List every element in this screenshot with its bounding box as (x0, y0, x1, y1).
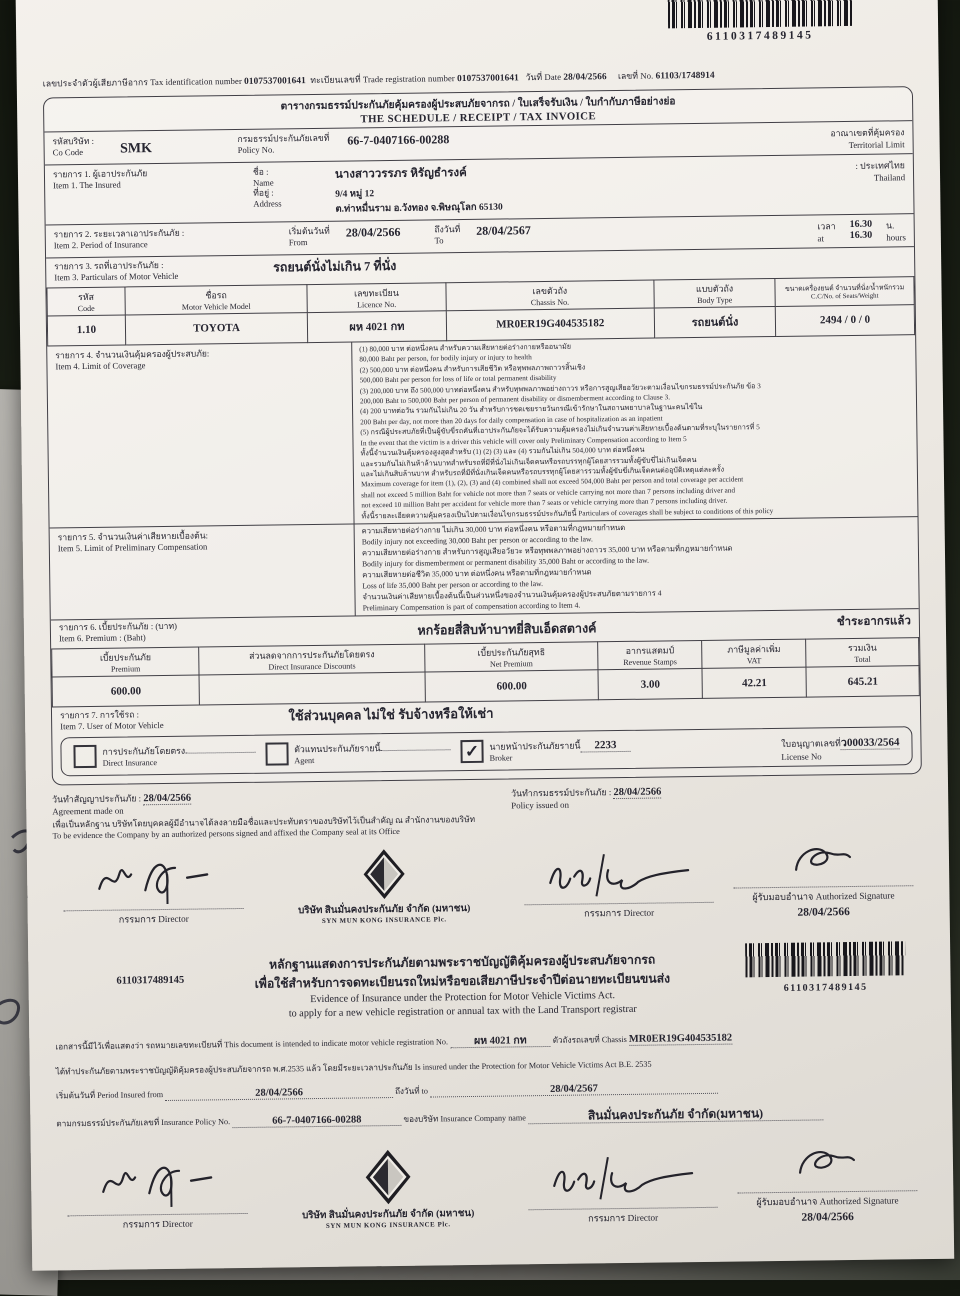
schedule-title-en: THE SCHEDULE / RECEIPT / TAX INVOICE (360, 110, 597, 126)
coverage-line: และรวมกันไม่เกินห้าล้านบาทสำหรับรถที่มีที่นั่งไม่เกินเจ็ดคนหรือรถบรรทุกผู้โดยสารรวมทั้งผู้ขับขี่ไม่เกินเจ็ดคน (360, 455, 697, 468)
schedule-box (43, 86, 922, 785)
top-barcode (667, 0, 852, 28)
item3-label-th: รายการ 3. รถที่เอาประกันภัย : (54, 260, 164, 272)
preliminary-line: ความเสียหายต่อชีวิต 35,000 บาท ต่อหนึ่งคน หรือตามที่กฎหมายกำหนด (362, 567, 592, 580)
vehicle-code: 1.10 (47, 315, 125, 346)
distribution-channel-box (60, 726, 912, 776)
coverage-text (351, 335, 917, 524)
director-signature-3 (87, 1144, 228, 1212)
broker-code: 2233 (580, 739, 630, 753)
cert-from-label-en: Period Insured from (97, 1089, 164, 1100)
preliminary-line: Bodily injury for dismemberment or permanent disability 35,000 Baht or according to the law. (362, 555, 650, 569)
director-signature-2 (538, 839, 699, 901)
to-label-en: To (434, 235, 444, 246)
tax-label-en: Tax identification number (150, 75, 242, 88)
co-code-label-th: รหัสบริษัท : (52, 135, 95, 147)
syn-mun-kong-diamond-logo (361, 848, 406, 901)
schedule-title-th: ตารางกรมธรรม์ประกันภัยคุ้มครองผู้ประสบภัยจากรถ / ใบเสร็จรับเงิน / ใบกำกับภาษีอย่างย่อ (280, 96, 676, 113)
time-unit-en: hours (886, 232, 906, 243)
preliminary-line: ความเสียหายต่อร่างกาย สำหรับการสูญเสียอวัยวะ หรือทุพพลภาพอย่างถาวร 35,000 บาท หรือตามที่กฎหมายกำหนด (361, 543, 733, 558)
issued-date: 28/04/2566 (613, 786, 662, 799)
veh-h-model-en: Motor Vehicle Model (181, 301, 251, 312)
certificate-title-th1: หลักฐานแสดงการประกันภัยตามพระราชบัญญัติคุ้มครองผู้ประสบภัยจากรถ (268, 952, 656, 972)
coverage-line: (3) 200,000 บาท ถึง 500,000 บาทต่อหนึ่งคน สำหรับทุพพลภาพอย่างถาวร หรือการสูญเสียอวัยวะตามเงื่อนไขกรมธรรม์ประกันภัย ข้อ 3 (359, 381, 761, 396)
vehicle-chassis-no: MR0ER19G404535182 (446, 308, 654, 341)
director-caption-1: กรรมการ Director (118, 914, 189, 925)
cert-l1-th: เอกสารนี้มีไว้เพื่อแสดงว่า รถหมายเลขทะเบียนที่ (55, 1039, 223, 1052)
veh-h-code-en: Code (77, 303, 95, 314)
top-barcode-label (659, 0, 860, 43)
address-key-th: ที่อยู่ : (253, 187, 274, 199)
authorized-date-1: 28/04/2566 (797, 906, 850, 920)
preliminary-line: จำนวนเงินค่าเสียหายเบื้องต้นนี้เป็นส่วนหนึ่งของจำนวนเงินคุ้มครองผู้ประสบภัยตามรายการ 4 (362, 588, 662, 602)
preliminary-text (354, 517, 919, 616)
veh-h-size-th: ขนาดเครื่องยนต์ จำนวนที่นั่ง/น้ำหนักรวม (785, 284, 905, 294)
coverage-line: In the event that the victim is a driver this vehicle will cover only Preliminary Compensation according to Item 5 (360, 434, 687, 448)
insured-row (45, 154, 914, 226)
agent-option (265, 741, 451, 766)
from-label-th: เริ่มต้นวันที่ (288, 226, 330, 237)
license-no-value: ว00033/2564 (840, 736, 900, 750)
prem-h-1-en: Direct Insurance Discounts (268, 661, 356, 673)
coverage-line: not exceed 10 million Baht per accident for vehicle more than 7 seats or vehicle carrying more than 7 persons including driver. (361, 496, 728, 510)
cert-chassis-label-th: ตัวถังรถเลขที่ (552, 1035, 600, 1045)
cert-period-from: 28/04/2566 (165, 1086, 393, 1101)
evidence-clause-th: เพื่อเป็นหลักฐาน บริษัทโดยบุคคลผู้มีอำนาจได้ลงลายมือชื่อและประทับตราของบริษัทไว้เป็นสำคัญ ณ สำนักงานของบริษัท (52, 814, 476, 830)
coverage-line: และไม่เกินสิบล้านบาท สำหรับรถที่มีที่นั่งเกินเจ็ดคนหรือรถบรรทุกผู้โดยสารรวมทั้งผู้ขับขี่เกินเจ็ดคนต่ออุบัติเหตุแต่ละครั้ง (360, 465, 725, 479)
prem-h-2-en: Net Premium (489, 659, 533, 670)
top-barcode-number: 6110317489145 (706, 29, 814, 43)
policy-number: 66-7-0407166-00288 (347, 132, 450, 148)
veh-h-licence-en: Licence No. (357, 299, 397, 310)
tax-id-value: 0107537001641 (244, 76, 306, 87)
veh-h-body-en: Body Type (697, 295, 733, 305)
cert-policy-label-en: Insurance Policy No. (161, 1116, 231, 1127)
veh-h-chassis-th: เลขตัวถัง (532, 285, 568, 297)
direct-label-th: การประกันภัยโดยตรง (102, 746, 186, 758)
certificate-barcode (745, 942, 905, 978)
prem-h-0-en: Premium (110, 664, 141, 675)
director-caption-4: กรรมการ Director (588, 1212, 659, 1224)
item1-label-en: Item 1. The Insured (53, 179, 121, 191)
premium-section (51, 609, 920, 708)
vehicle-model: TOYOTA (125, 313, 307, 345)
agent-label-en: Agent (294, 756, 315, 766)
to-label-th: ถึงวันที่ (434, 224, 461, 235)
policy-issued-group (511, 784, 661, 810)
from-label-en: From (288, 237, 308, 248)
vehicle-size: 2494 / 0 / 0 (775, 305, 914, 337)
coverage-line: (1) 80,000 บาท ต่อหนึ่งคน สำหรับความเสียหายต่อร่างกายหรืออนามัย (359, 342, 572, 354)
certificate-number-left: 6110317489145 (116, 975, 185, 987)
item2-label-en: Item 2. Period of Insurance (53, 239, 148, 251)
veh-h-code-th: รหัส (78, 291, 95, 303)
coverage-line: 80,000 Baht per person, for bodily injury or injury to health (359, 353, 532, 364)
cert-company-label-th: ของบริษัท (403, 1114, 439, 1124)
veh-h-model-th: ชื่อรถ (205, 290, 227, 301)
director-caption-2: กรรมการ Director (584, 907, 655, 919)
coverage-line: (2) 500,000 บาท ต่อหนึ่งคน สำหรับการเสียชีวิต หรือทุพพลภาพถาวรสิ้นเชิง (359, 363, 586, 375)
certificate-title-en1: Evidence of Insurance under the Protection for Motor Vehicle Victims Act. (310, 990, 616, 1006)
preliminary-row (50, 516, 919, 620)
veh-h-size-en: C.C/No. of Seats/Weight (810, 293, 879, 301)
prem-h-5-en: Total (854, 655, 871, 665)
company-name-th-2: บริษัท สินมั่นคงประกันภัย จำกัด (มหาชน) (301, 1207, 475, 1221)
coverage-line: ทั้งนี้จำนวนเงินคุ้มครองสูงสุดสำหรับ (1) (2) (3) และ (4) รวมกันไม่เกิน 504,000 บาท ต่อหนึ่งคน (360, 445, 645, 458)
check-mark-icon: ✓ (464, 742, 480, 762)
coverage-row (47, 335, 917, 528)
coverage-line: 200 Baht per day, not more than 20 days for daily compensation in case of hospitalization as an inpatient (360, 414, 663, 427)
time-value-2: 16.30 (849, 230, 873, 242)
policy-label-th: กรมธรรม์ประกันภัยเลขที่ (237, 132, 330, 144)
cert-l2-th: ได้ทำประกันภัยตามพระราชบัญญัติคุ้มครองผู้ประสบภัยจากรถ พ.ศ.2535 แล้ว โดยมีระยะเวลาประกันภัย (55, 1062, 413, 1077)
period-to-date: 28/04/2567 (476, 223, 531, 239)
authorized-signature-1 (768, 837, 879, 884)
certificate-barcode-number: 6110317489145 (783, 982, 868, 995)
premium-amount-words: หกร้อยสี่สิบห้าบาทยี่สิบเอ็ดสตางค์ (417, 621, 597, 639)
item6-label-th: รายการ 6. เบี้ยประกันภัย : (บาท) (58, 621, 178, 633)
license-no-group (781, 732, 900, 762)
cert-policy-label-th: ตามกรมธรรม์ประกันภัยเลขที่ (56, 1117, 160, 1129)
prem-h-3-en: Revenue Stamps (623, 657, 677, 668)
cert-chassis-label-en: Chassis (601, 1034, 627, 1044)
name-key-en: Name (253, 177, 274, 188)
stamp-duty-paid: ชำระอากรแล้ว (836, 615, 911, 629)
time-value-1: 16.30 (849, 219, 873, 231)
item4-label-en: Item 4. Limit of Coverage (55, 359, 146, 372)
license-label-th: ใบอนุญาตเลขที่ (781, 738, 841, 749)
discount-value (199, 673, 425, 706)
broker-label-en: Broker (489, 753, 513, 764)
veh-h-licence-th: เลขทะเบียน (354, 287, 399, 299)
territorial-label-th: อาณาเขตที่คุ้มครอง (830, 127, 905, 139)
cert-from-label-th: เริ่มต้นวันที่ (55, 1090, 96, 1101)
cert-chassis-no: MR0ER19G404535182 (628, 1032, 733, 1045)
coverage-line: ทั้งนี้รายละเอียดความคุ้มครองเป็นไปตามเงื่อนไขกรมธรรม์ประกันภัยนี้ Particulars of coverages shall be subject to conditions of this policy (361, 506, 774, 521)
syn-mun-kong-diamond-logo-2 (363, 1148, 412, 1205)
item2-label-th: รายการ 2. ระยะเวลาเอาประกันภัย : (53, 228, 185, 240)
revenue-stamps-value: 3.00 (598, 669, 702, 700)
item6-label-en: Item 6. Premium : (Baht) (58, 632, 146, 644)
date-label: วันที่ Date (525, 71, 562, 83)
item1-label-th: รายการ 1. ผู้เอาประกันภัย (52, 168, 148, 180)
item7-label-th: รายการ 7. การใช้รถ : (59, 709, 140, 721)
preliminary-line: Loss of life 35,000 Baht per person or according to the law. (362, 578, 544, 591)
agreement-date: 28/04/2566 (143, 792, 192, 805)
trade-no-value: 0107537001641 (457, 73, 519, 85)
direct-insurance-option (73, 743, 255, 768)
coverage-line: 200,000 Baht to 500,000 Baht per person of permanent disability or dismemberment according to Clause 3. (359, 393, 671, 406)
cert-registration-no: ผห 4021 กท (450, 1035, 551, 1048)
co-code-label-en: Co Code (52, 146, 84, 158)
trade-label-en: Trade registration number (362, 73, 455, 85)
date-value: 28/04/2566 (563, 72, 607, 83)
certificate-title-th2: เพื่อใช้สำหรับการจดทะเบียนรถใหม่หรือขอเสียภาษีประจำปีต่อนายทะเบียนขนส่ง (254, 971, 671, 992)
item5-label-th: รายการ 5. จำนวนเงินค่าเสียหายเบื้องต้น: (57, 530, 208, 543)
signature-block-upper (53, 834, 924, 928)
address-key-en: Address (253, 198, 282, 209)
cert-to-label-th: ถึงวันที่ (394, 1086, 420, 1096)
certificate-lines (55, 1026, 926, 1132)
vehicle-class-headline: รถยนต์นั่งไม่เกิน 7 ที่นั่ง (273, 259, 397, 275)
no-label: เลขที่ No. (617, 70, 654, 81)
insured-address-2: ต.ท่าหมื่นราม อ.วังทอง จ.พิษณุโลก 65130 (335, 202, 503, 216)
insured-address-1: 9/4 หมู่ 12 (335, 189, 375, 201)
agreement-label-th: วันทำสัญญาประกันภัย : (52, 793, 142, 805)
evidence-clause-en: To be evidence the Company by an authorized persons signed and affixed the Company seal at its Office (52, 827, 400, 841)
prem-h-1-th: ส่วนลดจากการประกันภัยโดยตรง (249, 649, 375, 662)
coverage-line: shall not exceed 5 million Baht for vehicle not more than 7 seats or vehicle carrying not more than 7 persons including driver and (361, 486, 736, 500)
policy-label-en: Policy No. (237, 144, 275, 155)
authorized-caption-1: ผู้รับมอบอำนาจ Authorized Signature (752, 890, 895, 903)
territorial-label-en: Territorial Limit (848, 139, 905, 150)
authorized-signature-2 (772, 1137, 883, 1188)
company-name-th-1: บริษัท สินมั่นคงประกันภัย จำกัด (มหาชน) (297, 903, 471, 917)
vehicle-licence-no: ผห 4021 กท (307, 311, 446, 343)
broker-checkbox-checked (460, 740, 483, 763)
name-key-th: ชื่อ : (252, 166, 269, 177)
tax-label-th: เลขประจำตัวผู้เสียภาษีอากร (42, 77, 149, 89)
item3-label-en: Item 3. Particulars of Motor Vehicle (54, 270, 179, 283)
cert-l1-en: This document is intended to indicate motor vehicle registration No. (224, 1037, 449, 1049)
item4-label-th: รายการ 4. จำนวนเงินคุ้มครองผู้ประสบภัย: (55, 348, 210, 361)
agreement-label-en: Agreement made on (52, 805, 124, 817)
agreement-date-group (52, 791, 191, 817)
coverage-line: (4) 200 บาทต่อวัน รวมกันไม่เกิน 20 วัน สำหรับการชดเชยรายวันกรณีเข้ารักษาในสถานพยาบาลในฐานะคนไข้ใน (360, 403, 703, 416)
director-caption-3: กรรมการ Director (122, 1218, 193, 1230)
certificate-header (54, 939, 925, 1025)
issued-label-th: วันทำกรมธรรม์ประกันภัย : (511, 787, 612, 799)
broker-label-th: นายหน้าประกันภัยรายนี้ (489, 740, 581, 753)
agent-checkbox (265, 743, 288, 766)
insured-name: นางสาววรรภร หิรัญธำรงค์ (334, 166, 467, 181)
coverage-line: Maximum coverage for item (1), (2), (3) and (4) combined shall not exceed 504,000 Baht per person and total coverage per accident (360, 475, 744, 489)
certificate-barcode-label (740, 942, 911, 1017)
vehicle-use-value: ใช้ส่วนบุคคล ไม่ใช่ รับจ้างหรือให้เช่า (288, 706, 494, 724)
prem-h-4-en: VAT (746, 656, 762, 666)
time-unit-th: น. (886, 220, 895, 231)
license-label-en: License No (781, 751, 822, 762)
issued-label-en: Policy issued on (511, 799, 570, 811)
net-premium-value: 600.00 (425, 670, 599, 702)
authorized-date-2: 28/04/2566 (801, 1210, 854, 1224)
cert-l2-en: Is insured under the Protection for Motor Vehicle Victims Act B.E. 2535 (414, 1059, 652, 1072)
prem-h-0-th: เบี้ยประกันภัย (99, 652, 152, 664)
prem-h-3-th: อากรแสตมป์ (625, 645, 675, 657)
agent-label-th: ตัวแทนประกันภัยรายนี้ (294, 743, 381, 755)
company-name-en-1: SYN MUN KONG INSURANCE Plc. (321, 916, 447, 926)
preliminary-line: Bodily injury not exceeding 30,000 Baht per person or according to the law. (361, 534, 593, 547)
cert-to-label-en: to (421, 1086, 429, 1096)
tax-identification-line (43, 65, 913, 90)
company-name-en-2: SYN MUN KONG INSURANCE Plc. (325, 1220, 451, 1230)
coverage-line: (5) กรณีผู้ประสบภัยที่เป็นผู้ขับขี่รถคันที่เอาประกันภัยจะได้รับความคุ้มครองไม่เกินจำนวนค่าเสียหายเบื้องต้นตามที่ระบุในรายการที่ 5 (360, 423, 760, 437)
cert-policy-no: 66-7-0407166-00288 (232, 1114, 401, 1128)
signature-block-lower (57, 1135, 928, 1233)
time-label-th: เวลา (817, 221, 836, 232)
cert-period-to: 28/04/2567 (430, 1081, 718, 1097)
vat-value: 42.21 (702, 668, 806, 699)
cert-company-name: สินมั่นคงประกันภัย จำกัด(มหาชน) (528, 1105, 823, 1124)
period-from-date: 28/04/2566 (345, 225, 401, 241)
prem-h-5-th: รวมเงิน (847, 643, 877, 654)
direct-insurance-checkbox (73, 745, 96, 768)
veh-h-chassis-en: Chassis No. (530, 297, 570, 308)
authorized-caption-2: ผู้รับมอบอำนาจ Authorized Signature (756, 1195, 899, 1207)
vehicle-body-type: รถยนต์นั่ง (654, 306, 776, 338)
premium-value: 600.00 (52, 676, 200, 708)
certificate-title-en2: to apply for a new vehicle registration or annual tax with the Land Transport registrar (288, 1004, 637, 1020)
no-value: 61103/1748914 (655, 70, 715, 82)
direct-label-en: Direct Insurance (102, 758, 158, 769)
broker-option (460, 738, 630, 763)
coverage-line: 500,000 Baht per person for loss of life or total permanent disability (359, 374, 557, 385)
prem-h-4-th: ภาษีมูลค่าเพิ่ม (727, 644, 781, 656)
item7-label-en: Item 7. User of Motor Vehicle (60, 720, 164, 732)
preliminary-line: ความเสียหายต่อร่างกาย ไม่เกิน 30,000 บาท ต่อหนึ่งคน หรือตามที่กฎหมายกำหนด (361, 523, 626, 536)
item5-label-en: Item 5. Limit of Preliminary Compensation (57, 541, 208, 554)
total-value: 645.21 (806, 666, 919, 697)
co-code-value: SMK (119, 141, 153, 157)
time-label-en: at (817, 233, 824, 244)
preliminary-line: Preliminary Compensation is part of compensation according to Item 4. (362, 600, 581, 612)
director-signature-1 (83, 844, 224, 908)
veh-h-body-th: แบบตัวถัง (695, 283, 734, 294)
trade-label-th: ทะเบียนเลขที่ (310, 74, 361, 86)
prem-h-2-th: เบี้ยประกันภัยสุทธิ (477, 647, 546, 659)
insurance-document-page (15, 0, 954, 1271)
cert-company-label-en: Insurance Company name (440, 1112, 526, 1124)
director-signature-4 (542, 1140, 703, 1206)
territorial-value-th: : ประเทศไทย (855, 160, 905, 171)
territorial-value-en: Thailand (873, 172, 906, 183)
